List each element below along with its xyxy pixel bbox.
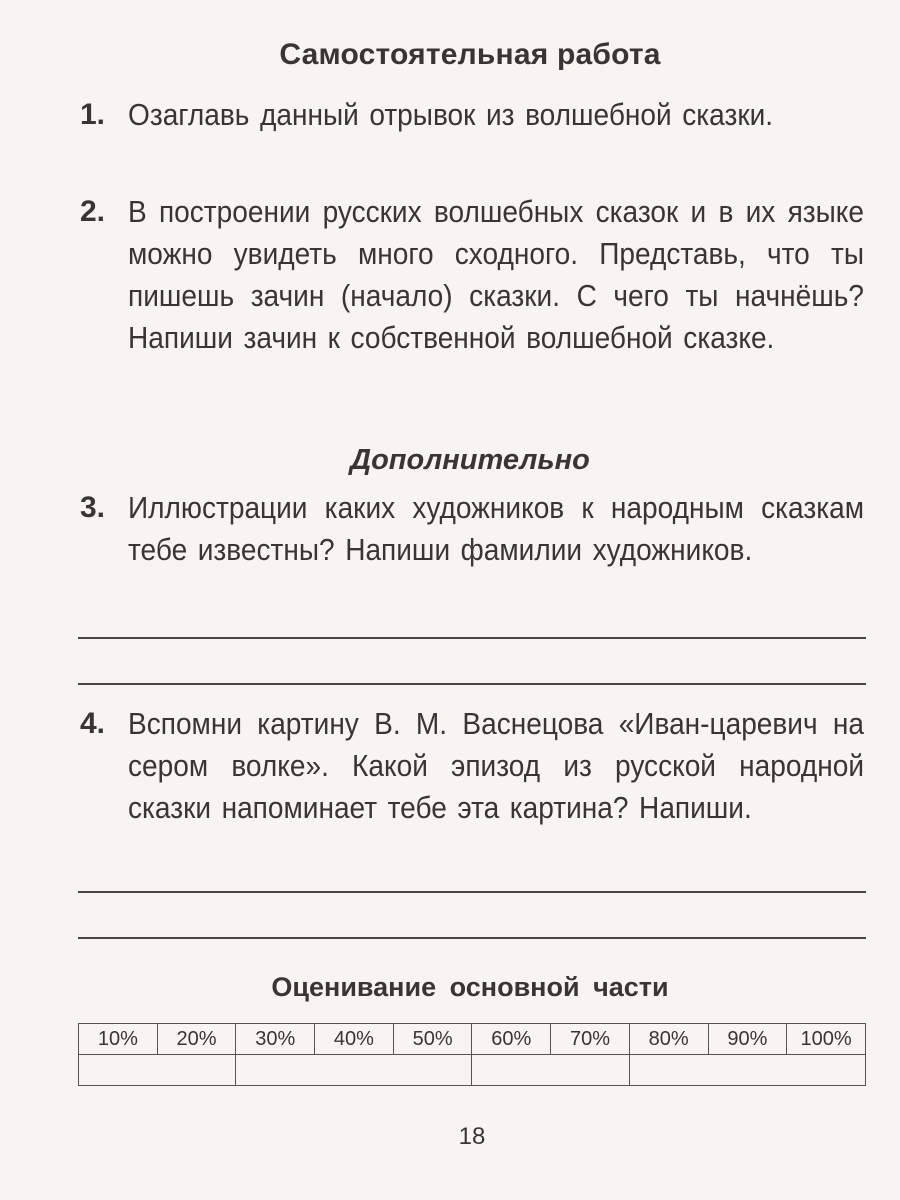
task-4: [80, 703, 866, 829]
percent-cell: 60%: [472, 1024, 551, 1055]
percentage-row: [79, 1024, 866, 1055]
percent-cell: 30%: [236, 1024, 315, 1055]
mark-cell-2[interactable]: [236, 1055, 472, 1086]
percent-cell: 90%: [708, 1024, 787, 1055]
task-number: 3.: [80, 491, 106, 524]
percent-cell: 80%: [629, 1024, 708, 1055]
page-number: 18: [458, 1123, 486, 1150]
task-text: Вспомни картину В. М. Васнецова «Иван-царевич на сером волке». Какой эпизод из русской народной сказки напоминает тебе эта картина? Напиши.: [128, 707, 864, 825]
mark-cell-4[interactable]: [629, 1055, 865, 1086]
percent-cell: 10%: [79, 1024, 158, 1055]
task-text: Озаглавь данный отрывок из волшебной сказки.: [128, 98, 774, 132]
grading-table: [78, 1023, 866, 1086]
task-text: В построении русских волшебных сказок и в их языке можно увидеть много сходного. Представь, что ты пишешь зачин (начало) сказки. С чего ты начнёшь? Напиши зачин к собственной волшебной сказке.: [128, 195, 864, 355]
mark-cell-3[interactable]: [472, 1055, 629, 1086]
mark-row: [79, 1055, 866, 1086]
percent-cell: 100%: [787, 1024, 866, 1055]
task-text: Иллюстрации каких художников к народным сказкам тебе известны? Напиши фамилии художников.: [128, 491, 864, 567]
task-2: [80, 191, 866, 359]
answer-line[interactable]: [78, 637, 866, 639]
mark-cell-1[interactable]: [79, 1055, 236, 1086]
task-number: 4.: [80, 707, 106, 740]
percent-cell: 70%: [551, 1024, 630, 1055]
percent-cell: 50%: [393, 1024, 472, 1055]
answer-line[interactable]: [78, 891, 866, 893]
task-1: [80, 94, 866, 136]
page-title: Самостоятельная работа: [279, 38, 661, 71]
task-number: 1.: [80, 98, 106, 131]
percent-cell: 40%: [315, 1024, 394, 1055]
task-3: [80, 487, 866, 571]
task-number: 2.: [80, 195, 106, 228]
grading-title: Оценивание основной части: [271, 972, 669, 1002]
extra-section-heading: Дополнительно: [350, 444, 590, 476]
answer-line[interactable]: [78, 683, 866, 685]
answer-line[interactable]: [78, 937, 866, 939]
percent-cell: 20%: [157, 1024, 236, 1055]
